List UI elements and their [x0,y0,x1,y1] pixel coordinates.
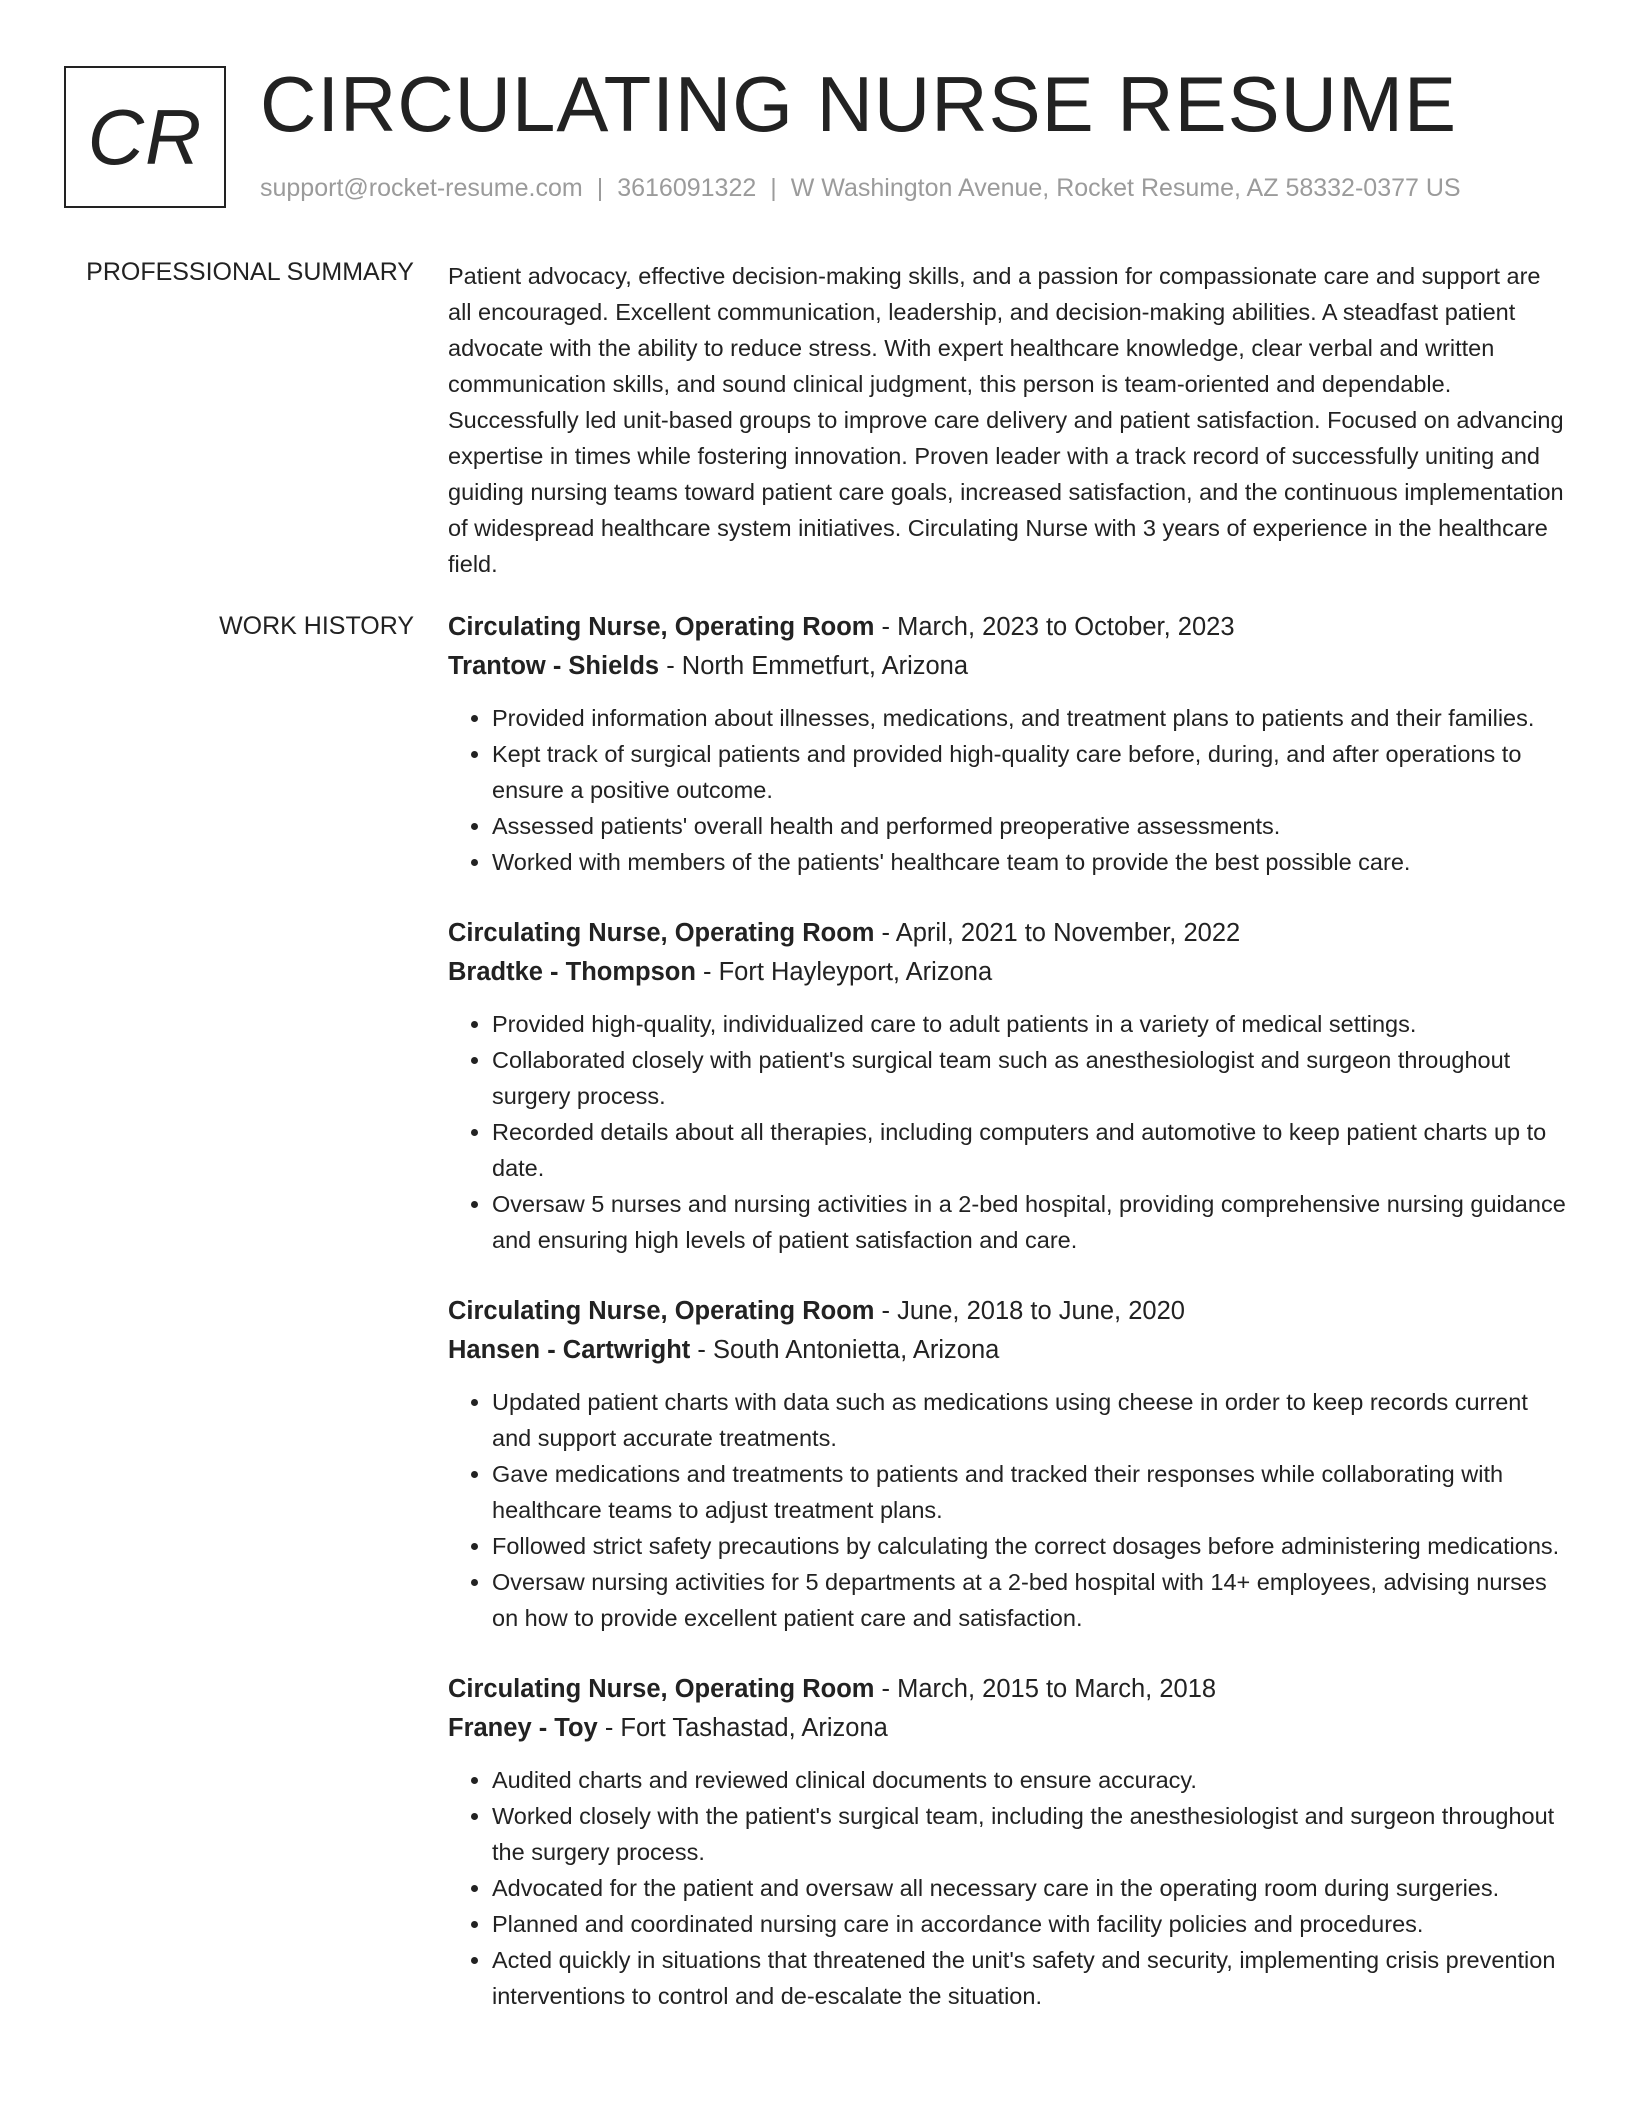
job-bullet: • Kept track of surgical patients and provided high-quality care before, during, and after operations to ensure a positive outcome. [492,736,1568,808]
job-entry [448,1292,1568,1636]
job-bullets [448,1006,1568,1258]
work-history-section [448,608,1568,2048]
job-company-line [448,1331,1568,1370]
job-title-line [448,1292,1568,1331]
contact-email: support@rocket-resume.com [260,174,583,202]
job-bullet: • Oversaw 5 nurses and nursing activities in a 2-bed hospital, providing comprehensive nursing guidance and ensuring high levels of patient satisfaction and care. [492,1186,1568,1258]
job-location: - Fort Hayleyport, Arizona [695,958,993,986]
job-bullet: • Worked closely with the patient's surgical team, including the anesthesiologist and surgeon throughout the surgery process. [492,1798,1568,1870]
job-company: Trantow - Shields [448,652,660,680]
job-entry [448,1670,1568,2014]
job-title-line [448,914,1568,953]
job-entry [448,608,1568,880]
contact-separator: | [596,174,604,202]
summary-section-label: PROFESSIONAL SUMMARY [86,258,414,286]
resume-title: CIRCULATING NURSE RESUME [260,60,1458,148]
contact-line [260,174,1461,203]
job-title-line [448,608,1568,647]
job-bullets [448,700,1568,880]
job-bullet: • Updated patient charts with data such as medications using cheese in order to keep records current and support accurate treatments. [492,1384,1568,1456]
summary-section [448,258,1568,582]
job-company: Bradtke - Thompson [448,958,696,986]
job-dates: - June, 2018 to June, 2020 [874,1297,1185,1325]
job-dates: - March, 2015 to March, 2018 [874,1675,1217,1703]
monogram-logo: CR [64,66,226,208]
job-bullet: • Recorded details about all therapies, including computers and automotive to keep patient charts up to date. [492,1114,1568,1186]
job-company-line [448,1709,1568,1748]
job-bullet: • Acted quickly in situations that threatened the unit's safety and security, implementing crisis prevention interventions to control and de-escalate the situation. [492,1942,1568,2014]
summary-text: Patient advocacy, effective decision-making skills, and a passion for compassionate care and support are all encouraged. Excellent communication, leadership, and decision-making abilities. A steadfast patient advocate with the ability to reduce stress. With expert healthcare knowledge, clear verbal and written communication skills, and sound clinical judgment, this person is team-oriented and dependable. Successfully led unit-based groups to improve care delivery and patient satisfaction. Focused on advancing expertise in times while fostering innovation. Proven leader with a track record of successfully uniting and guiding nursing teams toward patient care goals, increased satisfaction, and the continuous implementation of widespread healthcare system initiatives. Circulating Nurse with 3 years of experience in the healthcare field. [448,263,1564,577]
job-title: Circulating Nurse, Operating Room [448,613,875,641]
job-bullet: • Gave medications and treatments to patients and tracked their responses while collaborating with healthcare teams to adjust treatment plans. [492,1456,1568,1528]
job-bullet: • Planned and coordinated nursing care in accordance with facility policies and procedures. [492,1906,1568,1942]
contact-phone: 3616091322 [617,174,757,202]
job-bullet: • Provided high-quality, individualized care to adult patients in a variety of medical settings. [492,1006,1568,1042]
job-location: - North Emmetfurt, Arizona [659,652,969,680]
job-dates: - March, 2023 to October, 2023 [874,613,1235,641]
job-company-line [448,953,1568,992]
job-location: - South Antonietta, Arizona [690,1336,1000,1364]
job-bullet: • Assessed patients' overall health and performed preoperative assessments. [492,808,1568,844]
job-company: Hansen - Cartwright [448,1336,691,1364]
job-title: Circulating Nurse, Operating Room [448,919,875,947]
job-bullet: • Worked with members of the patients' healthcare team to provide the best possible care. [492,844,1568,880]
contact-address: W Washington Avenue, Rocket Resume, AZ 58332-0377 US [790,174,1461,202]
job-title: Circulating Nurse, Operating Room [448,1297,875,1325]
job-bullet: • Followed strict safety precautions by calculating the correct dosages before administering medications. [492,1528,1568,1564]
job-bullet: • Audited charts and reviewed clinical documents to ensure accuracy. [492,1762,1568,1798]
job-title-line [448,1670,1568,1709]
job-location: - Fort Tashastad, Arizona [597,1714,888,1742]
job-bullet: • Advocated for the patient and oversaw all necessary care in the operating room during surgeries. [492,1870,1568,1906]
job-entry [448,914,1568,1258]
job-title: Circulating Nurse, Operating Room [448,1675,875,1703]
job-bullet: • Collaborated closely with patient's surgical team such as anesthesiologist and surgeon throughout surgery process. [492,1042,1568,1114]
job-bullet: • Provided information about illnesses, medications, and treatment plans to patients and their families. [492,700,1568,736]
job-bullets [448,1384,1568,1636]
work-history-section-label: WORK HISTORY [219,612,414,640]
job-bullets [448,1762,1568,2014]
job-company-line [448,647,1568,686]
job-bullet: • Oversaw nursing activities for 5 departments at a 2-bed hospital with 14+ employees, advising nurses on how to provide excellent patient care and satisfaction. [492,1564,1568,1636]
job-dates: - April, 2021 to November, 2022 [874,919,1241,947]
job-company: Franey - Toy [448,1714,598,1742]
contact-separator: | [770,174,777,202]
